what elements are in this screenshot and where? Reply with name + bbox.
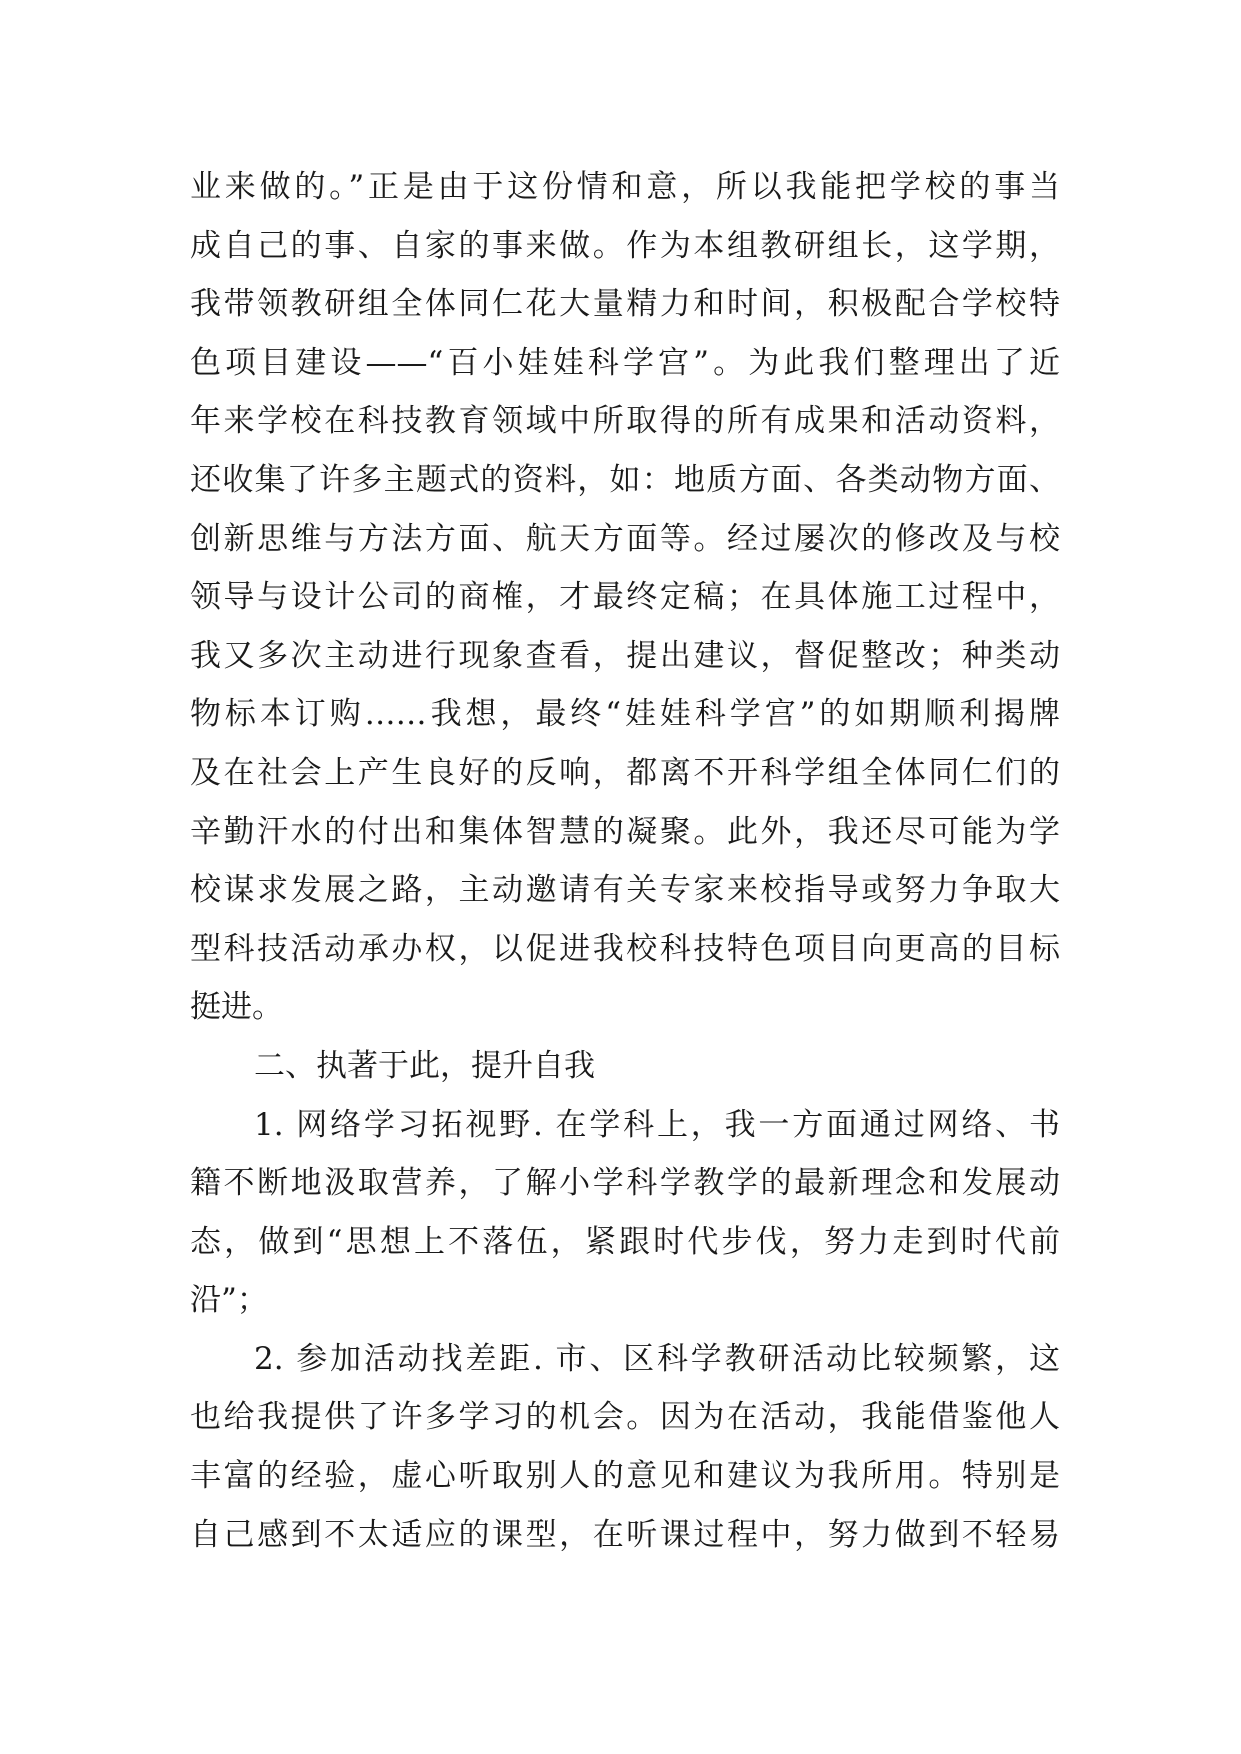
paragraph-line: 型科技活动承办权，以促进我校科技特色项目向更高的目标 [190, 930, 1060, 967]
paragraph-line: 我带领教研组全体同仁花大量精力和时间，积极配合学校特 [190, 286, 1060, 323]
paragraph-line: 业来做的。”正是由于这份情和意，所以我能把学校的事当 [190, 169, 1060, 205]
paragraph-line: 1. 网络学习拓视野. 在学科上，我一方面通过网络、书 [254, 1106, 1060, 1143]
paragraph-line: 态，做到“思想上不落伍，紧跟时代步伐，努力走到时代前 [190, 1223, 1060, 1260]
paragraph-line: 辛勤汗水的付出和集体智慧的凝聚。此外，我还尽可能为学 [190, 813, 1060, 850]
paragraph-line: 我又多次主动进行现象查看，提出建议，督促整改；种类动 [190, 637, 1060, 674]
paragraph-line: 挺进。 [190, 989, 283, 1026]
paragraph-line: 也给我提供了许多学习的机会。因为在活动，我能借鉴他人 [190, 1399, 1060, 1436]
paragraph-line: 领导与设计公司的商榷，才最终定稿；在具体施工过程中， [190, 579, 1060, 616]
paragraph-line: 丰富的经验，虚心听取别人的意见和建议为我所用。特别是 [190, 1458, 1060, 1495]
paragraph-line: 色项目建设——“百小娃娃科学宫”。为此我们整理出了近 [190, 344, 1060, 381]
paragraph-line: 还收集了许多主题式的资料，如：地质方面、各类动物方面、 [190, 461, 1060, 498]
paragraph-line: 及在社会上产生良好的反响，都离不开科学组全体同仁们的 [190, 754, 1060, 791]
paragraph-line: 2. 参加活动找差距. 市、区科学教研活动比较频繁，这 [254, 1340, 1060, 1377]
paragraph-line: 自己感到不太适应的课型，在听课过程中，努力做到不轻易 [190, 1516, 1060, 1553]
paragraph-line: 物标本订购……我想，最终“娃娃科学宫”的如期顺利揭牌 [190, 696, 1060, 733]
paragraph-line: 成自己的事、自家的事来做。作为本组教研组长，这学期， [190, 227, 1060, 264]
paragraph-line: 创新思维与方法方面、航天方面等。经过屡次的修改及与校 [190, 520, 1060, 557]
section-heading: 二、执著于此，提升自我 [254, 1047, 595, 1084]
paragraph-line: 校谋求发展之路，主动邀请有关专家来校指导或努力争取大 [190, 872, 1060, 909]
paragraph-line: 沿”； [190, 1282, 268, 1319]
paragraph-line: 年来学校在科技教育领域中所取得的所有成果和活动资料， [190, 403, 1060, 440]
body-text [190, 158, 1060, 1564]
paragraph-line: 籍不断地汲取营养，了解小学科学教学的最新理念和发展动 [190, 1165, 1060, 1202]
